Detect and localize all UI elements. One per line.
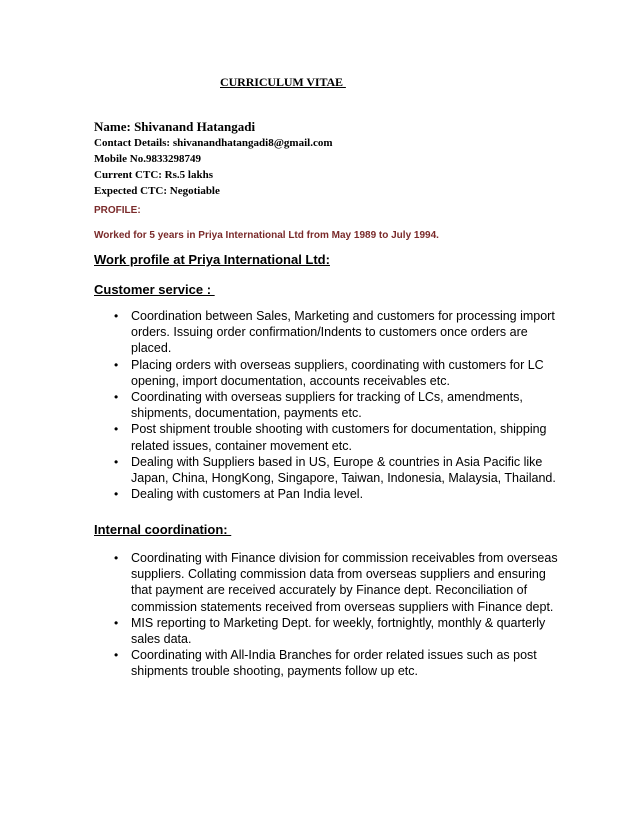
- current-ctc: Current CTC: Rs.5 lakhs: [94, 169, 213, 181]
- contact-mobile: Mobile No.9833298749: [94, 153, 201, 165]
- list-item: [94, 421, 564, 453]
- list-item: [94, 357, 564, 389]
- list-item-text: Dealing with customers at Pan India level.: [131, 487, 364, 502]
- contact-email: Contact Details: shivanandhatangadi8@gmail.com: [94, 137, 333, 149]
- list-item-text: Post shipment trouble shooting with customers for documentation, shipping related issues, container movement etc.: [131, 422, 547, 453]
- profile-text: Worked for 5 years in Priya International Ltd from May 1989 to July 1994.: [94, 230, 439, 241]
- bullet-icon: •: [114, 454, 119, 469]
- bullet-icon: •: [114, 390, 119, 405]
- list-item: [94, 550, 564, 615]
- list-item: [94, 389, 564, 421]
- list-item-text: Coordinating with All-India Branches for order related issues such as post shipments trouble shooting, payments follow up etc.: [131, 648, 537, 679]
- list-item: [94, 486, 564, 502]
- bullet-icon: •: [114, 648, 119, 663]
- customer-service-list: [94, 308, 564, 502]
- list-item-text: Placing orders with overseas suppliers, coordinating with customers for LC opening, import documentation, accounts receivables etc.: [131, 357, 544, 388]
- list-item: [94, 454, 564, 486]
- document-title: CURRICULUM VITAE: [220, 75, 346, 89]
- list-item-text: Dealing with Suppliers based in US, Europe & countries in Asia Pacific like Japan, China, HongKong, Singapore, Taiwan, Indonesia, Malaysia, Thailand.: [131, 454, 556, 486]
- bullet-icon: •: [114, 487, 119, 502]
- internal-coordination-heading: Internal coordination:: [94, 522, 232, 537]
- list-item-text: MIS reporting to Marketing Dept. for weekly, fortnightly, monthly & quarterly sales data.: [131, 615, 546, 647]
- customer-service-heading: Customer service :: [94, 282, 215, 297]
- list-item: [94, 615, 564, 647]
- list-item-text: Coordinating with Finance division for commission receivables from overseas suppliers. Collating commission data from overseas suppliers and ensuring that payment are received accurately by Finance dept. Reconciliation of commission statements received from overseas suppliers with Finance dept.: [131, 551, 558, 614]
- bullet-icon: •: [114, 309, 119, 323]
- bullet-icon: •: [114, 422, 119, 437]
- work-profile-heading: Work profile at Priya International Ltd:: [94, 252, 330, 267]
- list-item: [94, 647, 564, 679]
- internal-coordination-list: [94, 550, 564, 680]
- expected-ctc: Expected CTC: Negotiable: [94, 185, 220, 197]
- bullet-icon: •: [114, 551, 119, 565]
- list-item: [94, 308, 564, 357]
- list-item-text: Coordination between Sales, Marketing and customers for processing import orders. Issuing order confirmation/Indents to customers once orders are placed.: [131, 309, 555, 356]
- list-item-text: Coordinating with overseas suppliers for tracking of LCs, amendments, shipments, documentation, payments etc.: [131, 390, 523, 421]
- bullet-icon: •: [114, 357, 119, 372]
- candidate-name: Name: Shivanand Hatangadi: [94, 119, 256, 134]
- profile-label: PROFILE:: [94, 205, 141, 216]
- bullet-icon: •: [114, 615, 119, 630]
